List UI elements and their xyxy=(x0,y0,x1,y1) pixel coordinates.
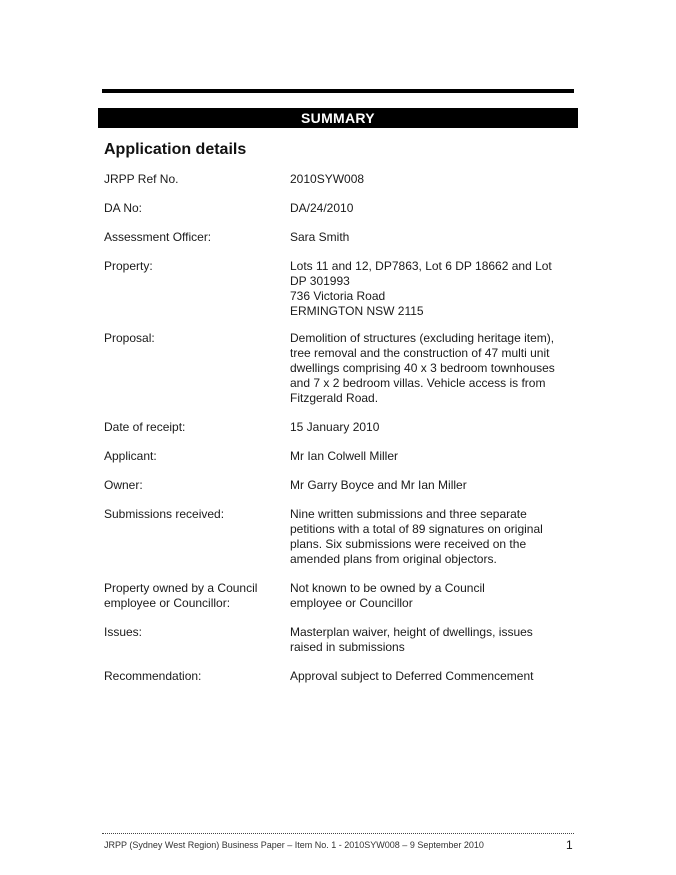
row-label: Property: xyxy=(104,259,153,273)
footer-divider xyxy=(102,833,574,834)
detail-row-issues xyxy=(104,625,574,655)
detail-row-proposal xyxy=(104,331,574,406)
row-value: Masterplan waiver, height of dwellings, issues raised in submissions xyxy=(290,625,533,654)
row-label: Recommendation: xyxy=(104,669,202,683)
row-label: JRPP Ref No. xyxy=(104,172,179,186)
row-value: Not known to be owned by a Council employee or Councillor xyxy=(290,581,485,610)
row-value: Approval subject to Deferred Commencement xyxy=(290,669,534,683)
section-heading: Application details xyxy=(104,141,247,158)
application-details xyxy=(104,172,574,684)
row-value: 15 January 2010 xyxy=(290,420,380,434)
page-number: 1 xyxy=(566,838,573,852)
detail-row-council-owned xyxy=(104,581,574,611)
detail-row-owner xyxy=(104,478,574,493)
row-value: 2010SYW008 xyxy=(290,172,365,186)
detail-row-da-no xyxy=(104,201,574,216)
row-label: Assessment Officer: xyxy=(104,230,212,244)
detail-row-property xyxy=(104,259,574,319)
row-label: Property owned by a Council employee or Councillor: xyxy=(104,581,258,610)
row-label: DA No: xyxy=(104,201,143,215)
detail-row-submissions xyxy=(104,507,574,567)
detail-row-recommendation xyxy=(104,669,574,684)
footer-text: JRPP (Sydney West Region) Business Paper – Item No. 1 - 2010SYW008 – 9 September 2010 xyxy=(104,840,484,850)
top-rule xyxy=(102,89,574,93)
detail-row-ref-no xyxy=(104,172,574,187)
row-label: Proposal: xyxy=(104,331,155,345)
row-label: Owner: xyxy=(104,478,143,492)
row-label: Issues: xyxy=(104,625,143,639)
row-label: Applicant: xyxy=(104,449,157,463)
row-label: Submissions received: xyxy=(104,507,225,521)
summary-banner: SUMMARY xyxy=(98,108,578,128)
detail-row-date-of-receipt xyxy=(104,420,574,435)
row-value: Sara Smith xyxy=(290,230,350,244)
row-value: DA/24/2010 xyxy=(290,201,354,215)
row-value: Mr Garry Boyce and Mr Ian Miller xyxy=(290,478,467,492)
row-value: Mr Ian Colwell Miller xyxy=(290,449,399,463)
row-value: Demolition of structures (excluding heritage item), tree removal and the construction of 47 multi unit dwellings comprising 40 x 3 bedroom townhouses and 7 x 2 bedroom villas. Vehicle access is from Fitzgerald Road. xyxy=(290,331,555,405)
row-value: Lots 11 and 12, DP7863, Lot 6 DP 18662 and Lot DP 301993 736 Victoria Road ERMINGTON NSW 2115 xyxy=(290,259,552,318)
detail-row-applicant xyxy=(104,449,574,464)
row-value: Nine written submissions and three separate petitions with a total of 89 signatures on original plans. Six submissions were received on the amended plans from original objectors. xyxy=(290,507,543,566)
row-label: Date of receipt: xyxy=(104,420,186,434)
detail-row-assessment-officer xyxy=(104,230,574,245)
